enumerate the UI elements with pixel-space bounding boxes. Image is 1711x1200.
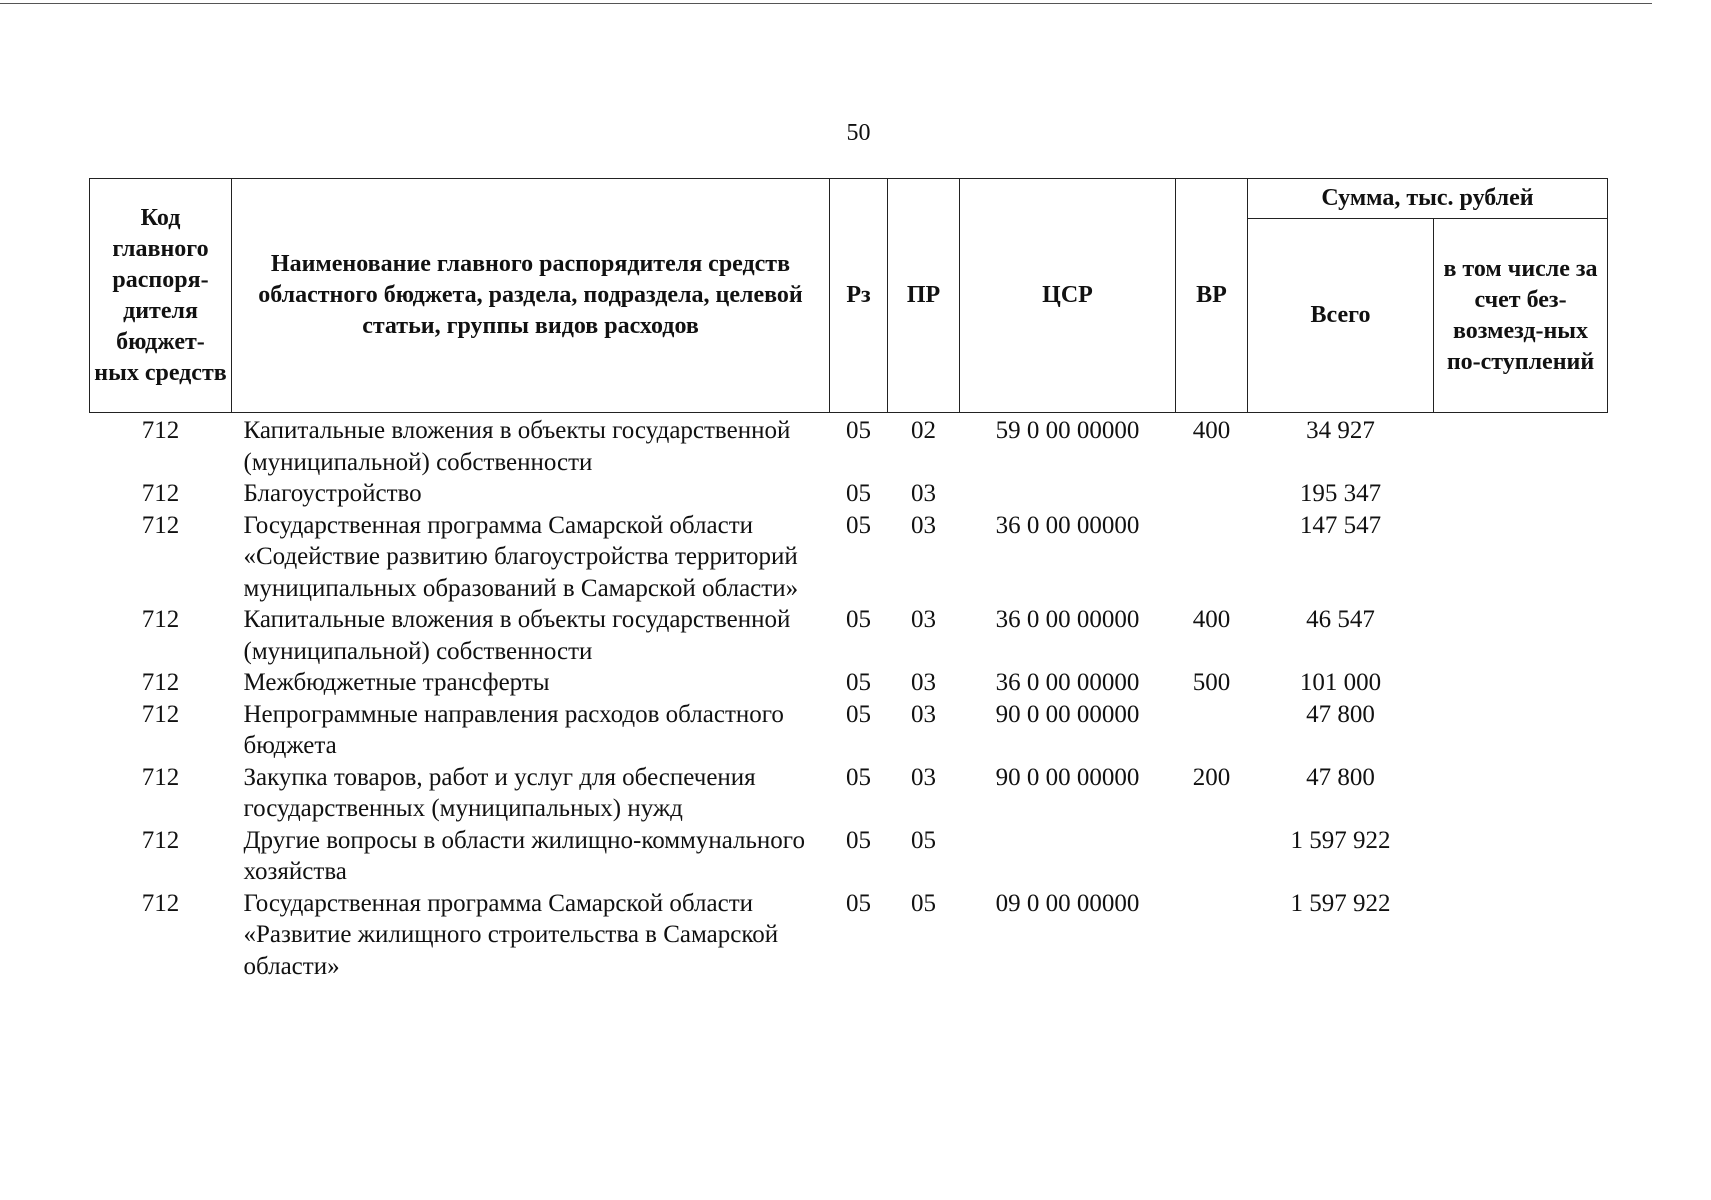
cell-free	[1434, 413, 1608, 479]
cell-total: 1 597 922	[1290, 889, 1391, 917]
cell-pr: 03	[911, 669, 936, 696]
cell-pr: 03	[911, 763, 936, 791]
cell-name: Закупка товаров, работ и услуг для обеспечения государственных (муниципальных) нужд	[243, 763, 756, 822]
cell-rz: 05	[846, 763, 871, 791]
cell-total: 34 927	[1306, 417, 1375, 444]
table-row	[90, 604, 1608, 667]
cell-code: 712	[141, 889, 180, 917]
cell-vr	[1176, 888, 1248, 983]
cell-csr: 36 0 00 00000	[995, 669, 1140, 696]
cell-pr: 03	[911, 700, 936, 728]
header-sum: Сумма, тыс. рублей	[1248, 179, 1608, 219]
cell-vr	[1176, 825, 1248, 888]
cell-vr	[1176, 699, 1248, 762]
cell-csr: 90 0 00 00000	[995, 763, 1140, 791]
cell-rz: 05	[846, 606, 871, 633]
header-pr: ПР	[888, 179, 960, 413]
cell-total: 47 800	[1306, 700, 1375, 728]
table-row	[90, 667, 1608, 699]
cell-free	[1434, 762, 1608, 825]
table-body	[90, 413, 1608, 983]
cell-csr: 36 0 00 00000	[995, 511, 1140, 539]
cell-free	[1434, 699, 1608, 762]
cell-vr: 200	[1192, 763, 1231, 791]
cell-free	[1434, 510, 1608, 605]
cell-total: 147 547	[1299, 511, 1382, 539]
cell-rz: 05	[846, 511, 871, 539]
header-code: Код главного распоря-дителя бюджет-ных средств	[90, 179, 232, 413]
cell-csr: 90 0 00 00000	[995, 700, 1140, 728]
cell-free	[1434, 667, 1608, 699]
page-number: 50	[846, 120, 871, 146]
cell-vr	[1176, 478, 1248, 510]
cell-code: 712	[141, 417, 180, 444]
cell-name: Благоустройство	[243, 480, 422, 507]
cell-rz: 05	[846, 889, 871, 917]
cell-rz: 05	[846, 480, 871, 507]
table-row	[90, 699, 1608, 762]
cell-name: Государственная программа Самарской области «Содействие развитию благоустройства территорий муниципальных образований в Самарской области»	[243, 511, 799, 602]
cell-code: 712	[141, 669, 180, 696]
cell-vr	[1176, 510, 1248, 605]
cell-rz: 05	[846, 826, 871, 854]
cell-code: 712	[141, 606, 180, 633]
table-row	[90, 413, 1608, 479]
cell-rz: 05	[846, 700, 871, 728]
cell-csr: 36 0 00 00000	[995, 606, 1140, 633]
table-row	[90, 510, 1608, 605]
cell-name: Капитальные вложения в объекты государственной (муниципальной) собственности	[243, 417, 791, 476]
table-row	[90, 478, 1608, 510]
cell-rz: 05	[846, 669, 871, 696]
cell-name: Государственная программа Самарской области «Развитие жилищного строительства в Самарской области»	[243, 889, 779, 980]
cell-csr	[960, 825, 1176, 888]
cell-pr: 05	[911, 889, 936, 917]
cell-pr: 02	[911, 417, 936, 444]
table-header	[90, 179, 1608, 413]
cell-total: 46 547	[1306, 606, 1375, 633]
cell-csr: 09 0 00 00000	[995, 889, 1140, 917]
header-total: Всего	[1248, 219, 1434, 413]
cell-free	[1434, 604, 1608, 667]
header-free: в том числе за счет без-возмезд-ных по-ступлений	[1434, 219, 1608, 413]
header-csr: ЦСР	[960, 179, 1176, 413]
cell-code: 712	[141, 480, 180, 507]
budget-table	[89, 178, 1608, 982]
cell-name: Непрограммные направления расходов областного бюджета	[243, 700, 784, 759]
cell-total: 47 800	[1306, 763, 1375, 791]
cell-csr	[960, 478, 1176, 510]
cell-csr: 59 0 00 00000	[995, 417, 1140, 444]
header-vr: ВР	[1176, 179, 1248, 413]
cell-total: 1 597 922	[1290, 826, 1391, 854]
table-row	[90, 888, 1608, 983]
cell-pr: 05	[911, 826, 936, 854]
cell-free	[1434, 825, 1608, 888]
cell-code: 712	[141, 826, 180, 854]
cell-vr: 400	[1192, 606, 1231, 633]
cell-total: 195 347	[1299, 480, 1382, 507]
cell-vr: 400	[1192, 417, 1231, 444]
top-rule	[0, 3, 1652, 4]
cell-free	[1434, 888, 1608, 983]
cell-vr: 500	[1192, 669, 1231, 696]
table-row	[90, 825, 1608, 888]
table-row	[90, 762, 1608, 825]
cell-name: Межбюджетные трансферты	[243, 669, 550, 696]
cell-name: Другие вопросы в области жилищно-коммунального хозяйства	[243, 826, 805, 885]
cell-pr: 03	[911, 511, 936, 539]
cell-code: 712	[141, 700, 180, 728]
cell-code: 712	[141, 511, 180, 539]
cell-free	[1434, 478, 1608, 510]
cell-code: 712	[141, 763, 180, 791]
cell-rz: 05	[846, 417, 871, 444]
cell-pr: 03	[911, 480, 936, 507]
header-rz: Рз	[830, 179, 888, 413]
cell-total: 101 000	[1299, 669, 1382, 696]
cell-name: Капитальные вложения в объекты государственной (муниципальной) собственности	[243, 606, 791, 665]
cell-pr: 03	[911, 606, 936, 633]
header-name: Наименование главного распорядителя средств областного бюджета, раздела, подраздела, целевой статьи, группы видов расходов	[232, 179, 830, 413]
